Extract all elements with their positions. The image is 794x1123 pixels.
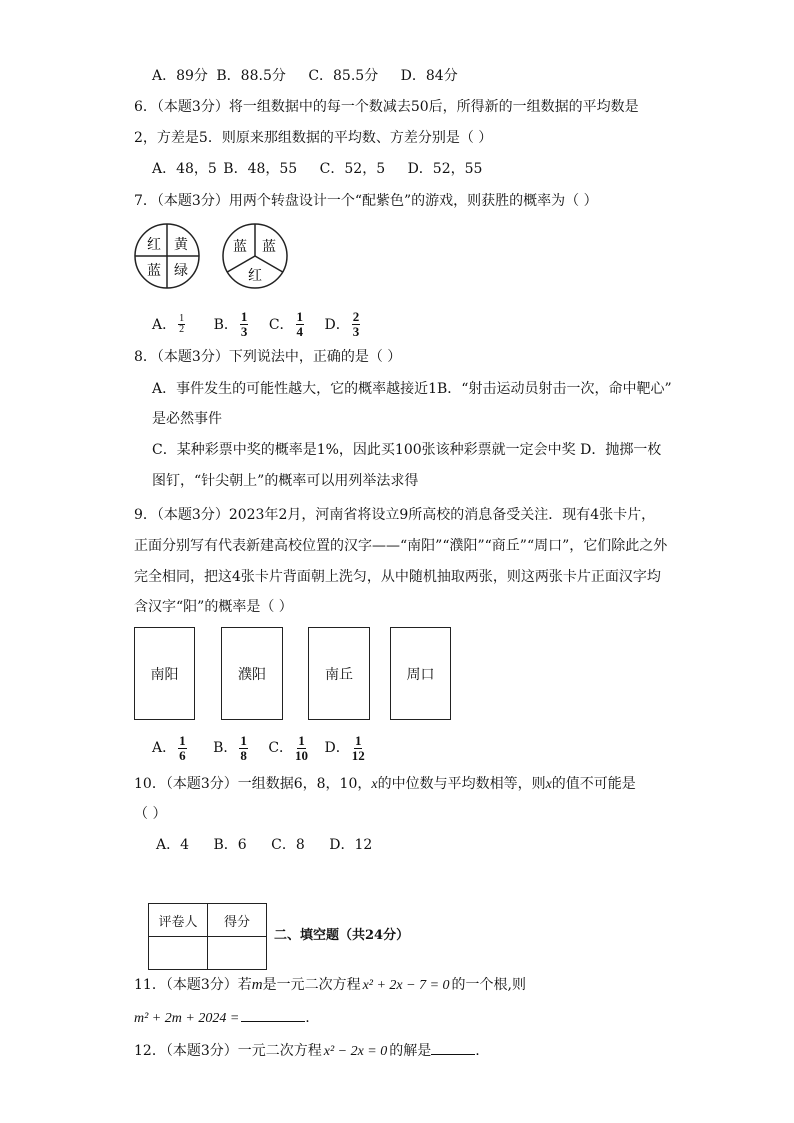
q9-option-b: B． $\frac{1}{8}$ (213, 732, 247, 763)
spinner1-blue: 蓝 (147, 263, 161, 279)
q8-line-a: A．事件发生的可能性越大，它的概率越接近1B．“射击运动员射击一次，命中靶心” (152, 381, 672, 397)
score-table-grader-cell[interactable] (149, 937, 208, 970)
q11-line1: 11．（本题3分）若m是一元二次方程 x² + 2x − 7 = 0 的一个根,则 (134, 977, 526, 993)
q9-option-a: A． $\frac{1}{6}$ (152, 732, 186, 763)
q6-line1: 6．（本题3分）将一组数据中的每一个数减去50后，所得新的一组数据的平均数是 (134, 99, 639, 115)
q7-option-d: D． $\frac{2}{3}$ (324, 309, 360, 339)
q5-option-c: C．85.5分 (308, 68, 379, 84)
q7-text: 7．（本题3分）用两个转盘设计一个“配紫色”的游戏，则获胜的概率为（ ） (134, 193, 598, 209)
q6-option-c: C．52，5 (319, 161, 386, 177)
score-table-grader-header: 评卷人 (149, 904, 208, 937)
q10-options (156, 835, 372, 855)
q10-line2: （ ） (134, 806, 167, 822)
score-table-score-header: 得分 (208, 904, 267, 937)
spinner2-blue-2: 蓝 (262, 239, 276, 255)
q9-options (152, 733, 367, 763)
q10-option-d: D．12 (329, 837, 373, 853)
q10-option-a: A．4 (156, 837, 190, 853)
score-table-score-cell[interactable] (208, 937, 267, 970)
q8-text: 8．（本题3分）下列说法中，正确的是（ ） (134, 349, 402, 365)
card-nanyang: 南阳 (134, 627, 195, 720)
q5-option-d: D．84分 (400, 68, 458, 84)
q11-line2: m² + 2m + 2024 = . (134, 1007, 310, 1029)
q5-option-b: B．88.5分 (216, 68, 286, 84)
q10-line1: 10．（本题3分）一组数据6，8，10，x的中位数与平均数相等，则x的值不可能是 (134, 776, 636, 792)
q7-options (152, 309, 362, 339)
q11-answer-blank[interactable] (241, 1007, 305, 1022)
q12-answer-blank[interactable] (431, 1040, 475, 1055)
q6-option-d: D．52，55 (407, 161, 483, 177)
q6-option-a: A．48，5 (152, 161, 217, 177)
spinner1-green: 绿 (174, 263, 188, 279)
section-title: 二、填空题（共24分） (274, 928, 410, 943)
spinner2-blue-1: 蓝 (233, 239, 247, 255)
q7-spinners (133, 222, 303, 292)
spinner1-yellow: 黄 (174, 237, 188, 253)
q8-line-c2: 图钉，“针尖朝上”的概率可以用列举法求得 (152, 473, 419, 489)
q9-option-d: D． $\frac{1}{12}$ (324, 732, 365, 763)
spinner-2 (223, 224, 287, 288)
q9-line4: 含汉字“阳”的概率是（ ） (134, 599, 293, 615)
q10-option-b: B．6 (213, 837, 247, 853)
q8-line-c: C．某种彩票中奖的概率是1%，因此买100张该种彩票就一定会中奖 D．抛掷一枚 (152, 442, 662, 458)
q11-expression: m² + 2m + 2024 = (134, 1011, 240, 1026)
card-zhoukou: 周口 (390, 627, 451, 720)
q8-line-a2: 是必然事件 (152, 411, 222, 427)
card-puyang: 濮阳 (221, 627, 283, 720)
q5-options (152, 66, 458, 86)
q6-options (152, 159, 482, 179)
q10-option-c: C．8 (271, 837, 305, 853)
q9-option-c: C． $\frac{1}{10}$ (268, 732, 309, 763)
q7-option-c: C． $\frac{1}{4}$ (268, 309, 304, 339)
card-nanqiu: 南丘 (308, 627, 370, 720)
q9-line3: 完全相同，把这4张卡片背面朝上洗匀，从中随机抽取两张，则这两张卡片正面汉字均 (134, 569, 661, 585)
q7-option-a: A． $\frac{1}{2}$ (152, 313, 185, 335)
score-table (148, 903, 267, 970)
q5-option-a: A．89分 (152, 68, 208, 84)
q7-option-b: B． $\frac{1}{3}$ (213, 309, 248, 339)
spinner-1 (135, 224, 199, 288)
spinner2-red: 红 (248, 268, 262, 284)
q6-line2: 2，方差是5．则原来那组数据的平均数、方差分别是（ ） (134, 130, 493, 146)
q6-option-b: B．48，55 (223, 161, 298, 177)
q9-line2: 正面分别写有代表新建高校位置的汉字——“南阳”“濮阳”“商丘”“周口”，它们除此之外 (134, 538, 668, 554)
q12-line: 12．（本题3分）一元二次方程 x² − 2x = 0 的解是 . (134, 1040, 480, 1062)
q9-line1: 9．（本题3分）2023年2月，河南省将设立9所高校的消息备受关注．现有4张卡片， (134, 507, 656, 523)
spinner1-red: 红 (147, 237, 161, 253)
